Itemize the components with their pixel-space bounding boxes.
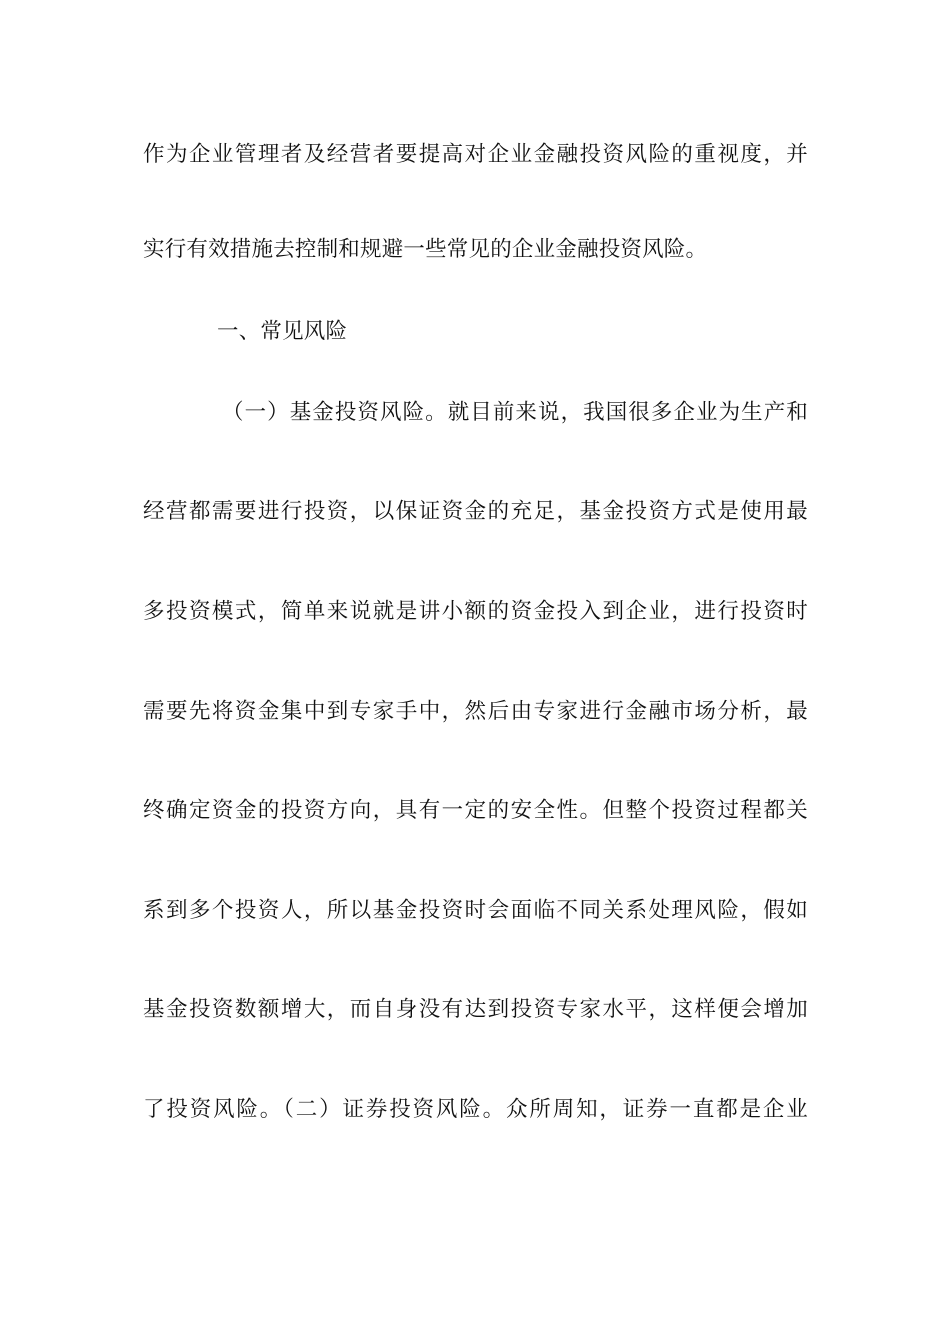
paragraph-line-9: 系到多个投资人，所以基金投资时会面临不同关系处理风险，假如 — [143, 898, 808, 923]
paragraph-line-5: 经营都需要进行投资，以保证资金的充足，基金投资方式是使用最 — [143, 499, 808, 524]
paragraph-line-6: 多投资模式，简单来说就是讲小额的资金投入到企业，进行投资时 — [143, 599, 808, 624]
paragraph-line-7: 需要先将资金集中到专家手中，然后由专家进行金融市场分析，最 — [143, 699, 808, 724]
paragraph-line-10: 基金投资数额增大，而自身没有达到投资专家水平，这样便会增加 — [143, 997, 808, 1022]
section-heading: 一、常见风险 — [217, 319, 348, 344]
paragraph-line-1: 作为企业管理者及经营者要提高对企业金融投资风险的重视度，并 — [143, 142, 808, 167]
subsection-first-line: （一）基金投资风险。就目前来说，我国很多企业为生产和 — [222, 400, 808, 425]
paragraph-line-11: 了投资风险。（二）证券投资风险。众所周知，证券一直都是企业 — [143, 1097, 808, 1122]
paragraph-line-8: 终确定资金的投资方向，具有一定的安全性。但整个投资过程都关 — [143, 798, 808, 823]
paragraph-line-2: 实行有效措施去控制和规避一些常见的企业金融投资风险。 — [143, 237, 708, 262]
